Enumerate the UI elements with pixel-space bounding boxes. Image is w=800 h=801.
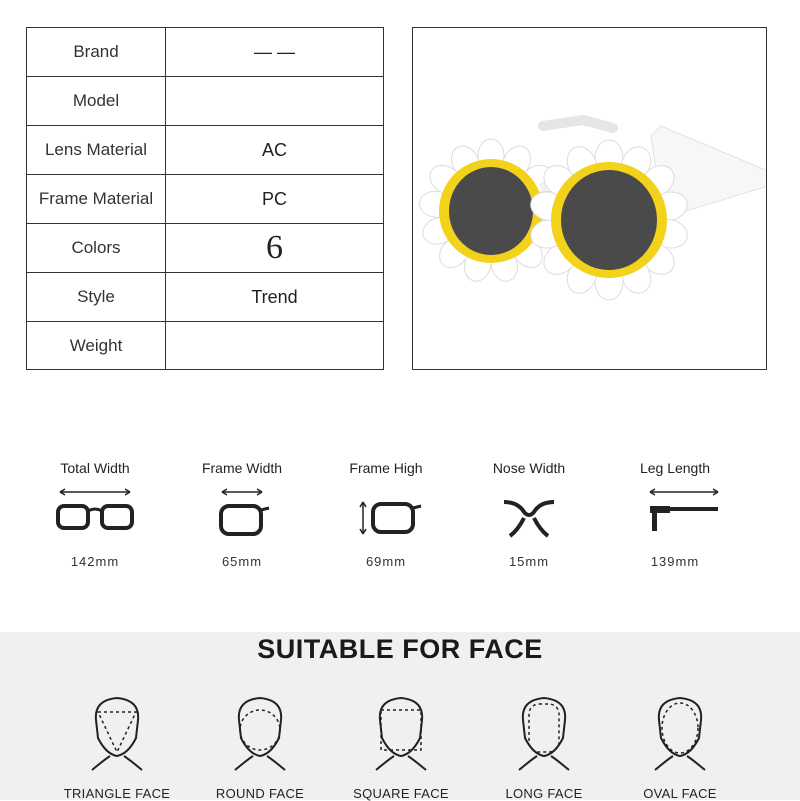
face-label: TRIANGLE FACE [63,786,171,801]
measure-value: 65mm [221,554,263,569]
face-label: SQUARE FACE [353,786,449,801]
face-item-square [331,690,471,801]
measure-frame-width [172,458,312,569]
measure-value: 139mm [650,554,700,569]
measure-title: Total Width [60,460,130,476]
measure-title: Nose Width [492,460,566,476]
face-label: ROUND FACE [215,786,305,801]
spec-row-brand [27,28,383,77]
product-photo [412,27,767,370]
glasses-front-icon [25,486,165,546]
daisy-sunglasses-image [413,28,766,369]
spec-row-style [27,273,383,322]
spec-value: — — [253,41,295,62]
left-lens [449,167,533,255]
spec-label: Brand [27,28,166,76]
spec-label: Lens Material [27,126,166,174]
face-label: OVAL FACE [643,786,717,801]
spec-label: Style [27,273,166,321]
measure-title: Frame High [349,460,423,476]
face-item-oval [610,690,750,801]
measure-title: Frame Width [201,460,283,476]
long-face-icon [509,690,579,780]
measure-title: Leg Length [639,460,711,476]
spec-row-frame-material [27,175,383,224]
face-label: LONG FACE [505,786,583,801]
face-item-long [474,690,614,801]
spec-value: 6 [266,229,283,266]
spec-value: Trend [251,286,298,307]
measure-value: 142mm [70,554,120,569]
spec-row-lens-material [27,126,383,175]
face-section-title: SUITABLE FOR FACE [257,634,543,664]
spec-label: Weight [27,322,166,370]
spec-label: Colors [27,224,166,272]
spec-value [166,77,383,125]
square-face-icon [366,690,436,780]
single-lens-height-icon [316,486,456,546]
triangle-face-icon [82,690,152,780]
round-face-icon [225,690,295,780]
oval-face-icon [645,690,715,780]
face-section [0,632,800,800]
spec-table [26,27,384,370]
measure-value: 15mm [508,554,550,569]
nose-bridge-icon [459,486,599,546]
measure-leg-length [605,458,745,569]
measure-nose-width [459,458,599,569]
spec-label: Frame Material [27,175,166,223]
measure-total-width [25,458,165,569]
spec-row-model [27,77,383,126]
measure-value: 69mm [365,554,407,569]
spec-row-colors [27,224,383,273]
measure-frame-high [316,458,456,569]
spec-value: AC [261,139,287,160]
temple-arm-icon [605,486,745,546]
spec-value: PC [261,188,287,209]
single-lens-width-icon [172,486,312,546]
face-item-round [190,690,330,801]
spec-label: Model [27,77,166,125]
spec-value [166,322,383,370]
spec-row-weight [27,322,383,370]
face-item-triangle [47,690,187,801]
right-lens [561,170,657,270]
